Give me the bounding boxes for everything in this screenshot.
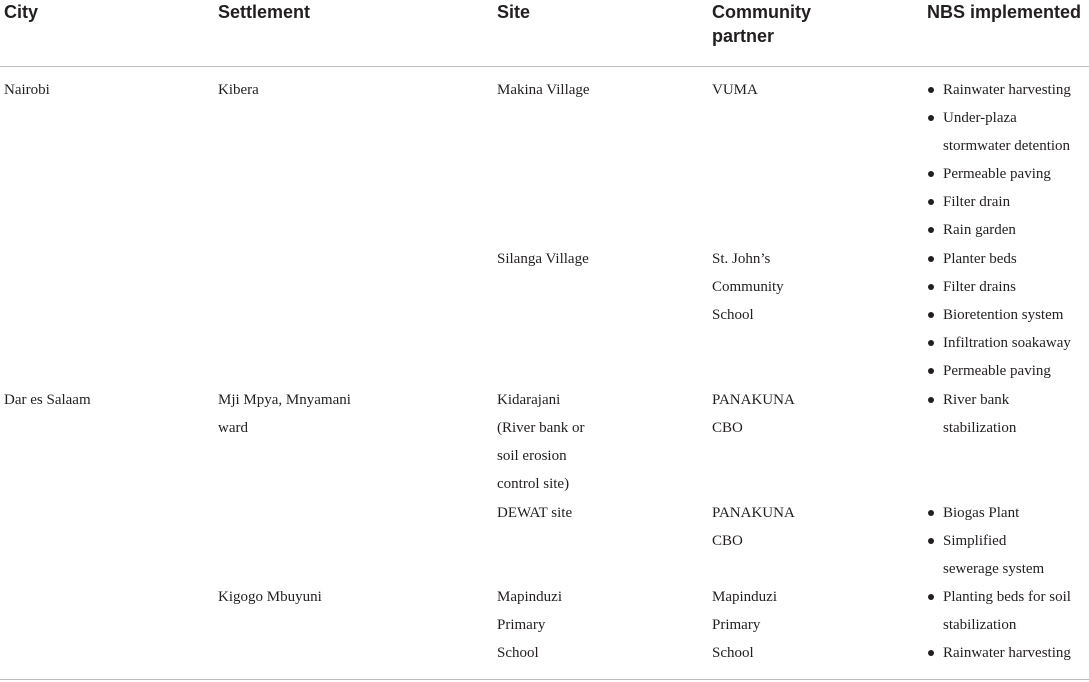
nbs-item-text: Planting beds for soil bbox=[943, 589, 1071, 605]
nbs-item-text: Bioretention system bbox=[943, 307, 1064, 323]
cell-text: School bbox=[712, 307, 754, 323]
nbs-item-text: Simplified bbox=[943, 533, 1007, 549]
nbs-list-item bbox=[927, 245, 1071, 273]
nbs-list-item bbox=[927, 386, 1016, 442]
cell-city-dar-es-salaam bbox=[4, 386, 91, 414]
cell-text: Kigogo Mbuyuni bbox=[218, 589, 322, 605]
header-site-label: Site bbox=[497, 2, 531, 22]
cell-text: Silanga Village bbox=[497, 251, 589, 267]
cell-city-nairobi bbox=[4, 76, 50, 104]
cell-partner-stjohns bbox=[712, 245, 784, 329]
nbs-item-text: River bank bbox=[943, 392, 1010, 408]
cell-site-makina bbox=[497, 76, 590, 104]
cell-text: Dar es Salaam bbox=[4, 392, 91, 408]
header-nbs-implemented bbox=[927, 0, 1081, 24]
nbs-list-item bbox=[927, 273, 1071, 301]
header-site bbox=[497, 0, 530, 24]
nbs-item-text: stormwater detention bbox=[943, 138, 1071, 154]
nbs-item-text: Planter beds bbox=[943, 251, 1017, 267]
nbs-item-text: Filter drains bbox=[943, 279, 1016, 295]
nbs-item-text: Rain garden bbox=[943, 222, 1016, 238]
cell-text: soil erosion bbox=[497, 448, 567, 464]
cell-text: Kibera bbox=[218, 82, 259, 98]
nbs-list-item bbox=[927, 357, 1071, 385]
cell-text: CBO bbox=[712, 533, 743, 549]
header-partner-line-1: Community bbox=[712, 2, 811, 22]
nbs-item-text: Biogas Plant bbox=[943, 505, 1020, 521]
nbs-list-item bbox=[927, 76, 1071, 104]
cell-text: PANAKUNA bbox=[712, 392, 795, 408]
nbs-list-item bbox=[927, 301, 1071, 329]
cell-text: PANAKUNA bbox=[712, 505, 795, 521]
cell-text: (River bank or bbox=[497, 420, 585, 436]
cell-text: VUMA bbox=[712, 82, 758, 98]
nbs-list-silanga bbox=[927, 245, 1071, 385]
cell-text: Kidarajani bbox=[497, 392, 561, 408]
cell-text: Nairobi bbox=[4, 82, 50, 98]
cell-site-silanga bbox=[497, 245, 589, 273]
header-partner-line-2: partner bbox=[712, 26, 775, 46]
nbs-list-kidarajani bbox=[927, 386, 1016, 442]
cell-settlement-mji-mpya bbox=[218, 386, 351, 442]
nbs-item-text: stabilization bbox=[943, 420, 1017, 436]
nbs-item-text: Rainwater harvesting bbox=[943, 645, 1071, 661]
nbs-list-item bbox=[927, 499, 1044, 527]
nbs-item-text: Filter drain bbox=[943, 194, 1011, 210]
header-city-label: City bbox=[4, 2, 39, 22]
cell-site-mapinduzi bbox=[497, 583, 562, 667]
cell-text: Mji Mpya, Mnyamani bbox=[218, 392, 351, 408]
cell-text: Primary bbox=[497, 617, 546, 633]
nbs-list-item bbox=[927, 188, 1071, 216]
cell-partner-vuma bbox=[712, 76, 758, 104]
nbs-list-mapinduzi bbox=[927, 583, 1071, 667]
nbs-item-text: stabilization bbox=[943, 617, 1017, 633]
nbs-list-dewat bbox=[927, 499, 1044, 583]
nbs-list-item bbox=[927, 639, 1071, 667]
header-city bbox=[4, 0, 38, 24]
nbs-list-item bbox=[927, 329, 1071, 357]
nbs-item-text: Under-plaza bbox=[943, 110, 1017, 126]
cell-text: Mapinduzi bbox=[712, 589, 777, 605]
table-bottom-rule bbox=[0, 679, 1089, 680]
nbs-list-item bbox=[927, 104, 1071, 160]
cell-text: Community bbox=[712, 279, 784, 295]
cell-settlement-kibera bbox=[218, 76, 259, 104]
nbs-item-text: sewerage system bbox=[943, 561, 1045, 577]
cell-site-dewat bbox=[497, 499, 572, 527]
nbs-list-item bbox=[927, 160, 1071, 188]
header-community-partner bbox=[712, 0, 811, 48]
header-nbs-label: NBS implemented bbox=[927, 2, 1082, 22]
nbs-list-item bbox=[927, 216, 1071, 244]
cell-text: St. John’s bbox=[712, 251, 771, 267]
nbs-list-item bbox=[927, 583, 1071, 639]
header-divider bbox=[0, 66, 1089, 67]
nbs-item-text: Permeable paving bbox=[943, 363, 1051, 379]
cell-text: DEWAT site bbox=[497, 505, 573, 521]
cell-text: Mapinduzi bbox=[497, 589, 562, 605]
nbs-list-makina bbox=[927, 76, 1071, 244]
cell-partner-panakuna-1 bbox=[712, 386, 795, 442]
cell-text: Primary bbox=[712, 617, 761, 633]
cell-site-kidarajani bbox=[497, 386, 584, 498]
cell-text: CBO bbox=[712, 420, 743, 436]
cell-text: School bbox=[712, 645, 754, 661]
cell-partner-panakuna-2 bbox=[712, 499, 795, 555]
nbs-list-item bbox=[927, 527, 1044, 583]
header-settlement bbox=[218, 0, 310, 24]
nbs-item-text: Rainwater harvesting bbox=[943, 82, 1071, 98]
cell-partner-mapinduzi bbox=[712, 583, 777, 667]
cell-text: ward bbox=[218, 420, 248, 436]
nbs-item-text: Infiltration soakaway bbox=[943, 335, 1071, 351]
cell-text: School bbox=[497, 645, 539, 661]
cell-text: control site) bbox=[497, 476, 570, 492]
cell-text: Makina Village bbox=[497, 82, 590, 98]
nbs-item-text: Permeable paving bbox=[943, 166, 1051, 182]
cell-settlement-kigogo bbox=[218, 583, 322, 611]
header-settlement-label: Settlement bbox=[218, 2, 311, 22]
